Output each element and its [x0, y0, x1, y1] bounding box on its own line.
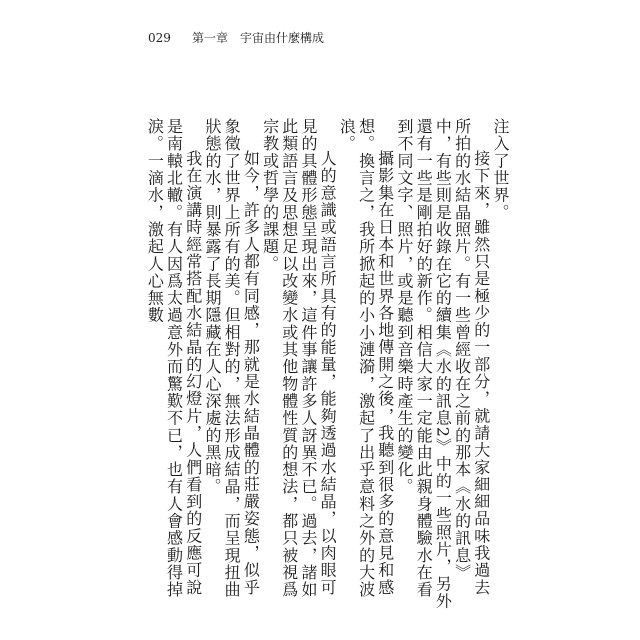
chapter-title: 第一章 宇宙由什麼構成: [192, 31, 325, 45]
paragraph: 接下來，雖然只是極少的一部分，就請大家細細品味我過去所拍的水結晶照片。有一些曾經收在之前的那本《水的訊息》中，有些則是收錄在它的續集《水的訊息2》中的一些照片，另外還有一些是剛拍好的新作。相信大家一定能由此親身體驗水在看到不同文字、照片，或是聽到音樂時產生的變化。: [394, 118, 491, 610]
paragraph: 人的意識或語言所具有的能量，能夠透過水結晶，以肉眼可見的具體形態呈現出來，這件事讓許多人訝異不已。過去，諸如此類語言及思想足以改變水或其他物體性質的想法，都只被視爲宗教或哲學的課題。: [260, 118, 338, 599]
paragraph: 我在演講時經常搭配水結晶的幻燈片，人們看到的反應可說是南轅北轍。有人因爲太過意外而驚歎不已，也有人會感動得掉淚。一滴水，激起人心無數: [145, 118, 203, 599]
page-number: 029: [148, 31, 171, 45]
paragraph: 如今，許多人都有同感，那就是水結晶體的莊嚴姿態，似乎象徵了世界上所有的美。但相對的，無法形成結晶，而呈現扭曲狀態的水，則暴露了長期隱藏在人心深處的黑暗。: [202, 118, 261, 599]
body-text: [145, 118, 510, 613]
running-head: [148, 31, 324, 45]
paragraph: 攝影集在日本和世界各地傳開之後，我聽到很多的意見和感想。換言之，我所掀起的小小漣漪，激起了出乎意料之外的大波浪。: [337, 118, 395, 599]
paragraph-continuation: 注入了世界。: [491, 118, 510, 221]
